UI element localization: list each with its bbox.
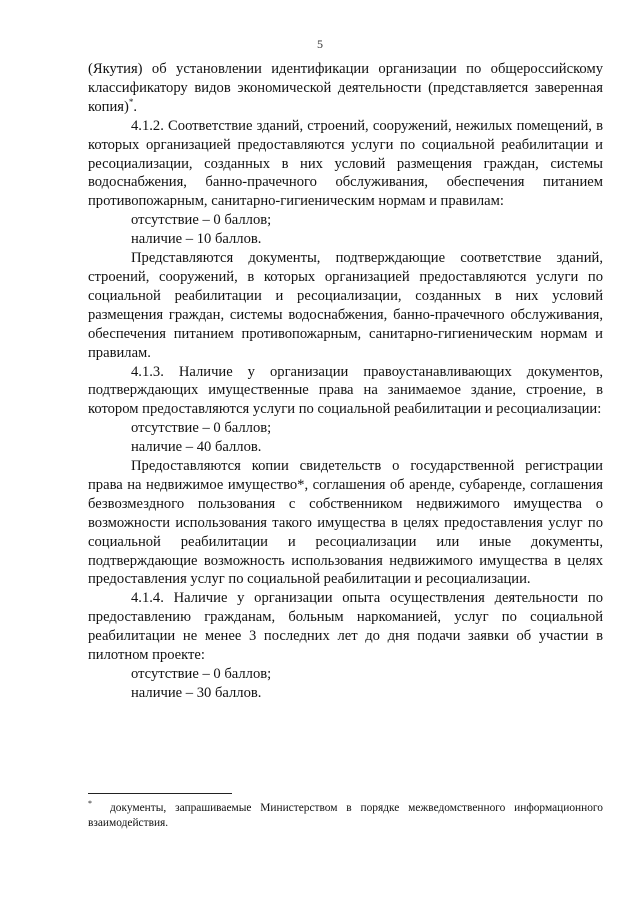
criterion-4-1-2: 4.1.2. Соответствие зданий, строений, сооружений, нежилых помещений, в которых организацией предоставляются услуги по социальной реабилитации и ресоциализации, созданных в них условий размещения граждан, системы водоснабжения, банно-прачечного обслуживания, обеспечения питанием противопожарным, санитарно-гигиеническим нормам и правилам:: [88, 117, 603, 210]
paragraph-text: (Якутия) об установлении идентификации организации по общероссийскому классификатору видов экономической деятельности (представляется заверенная копия): [88, 61, 603, 115]
document-body: [88, 60, 603, 703]
page-number: 5: [317, 37, 323, 51]
score-option-present: наличие – 10 баллов.: [131, 231, 262, 248]
score-option-absent: отсутствие – 0 баллов;: [131, 666, 272, 682]
score-option-absent: отсутствие – 0 баллов;: [131, 420, 272, 437]
score-option-absent: отсутствие – 0 баллов;: [131, 212, 272, 229]
footnote-text: документы, запрашиваемые Министерством в порядке межведомственного информационного взаимодействия.: [88, 802, 603, 829]
score-option-present: наличие – 30 баллов.: [131, 684, 262, 701]
criterion-4-1-4: 4.1.4. Наличие у организации опыта осуществления деятельности по предоставлению гражданам, больным наркоманией, услуг по социальной реабилитации не менее 3 последних лет до дня подачи заявки об участии в пилотном проекте:: [88, 590, 603, 664]
documents-paragraph: Представляются документы, подтверждающие соответствие зданий, строений, сооружений, в которых организацией предоставляются услуги по социальной реабилитации и ресоциализации, созданных в них условий размещения граждан, системы водоснабжения, банно-прачечного обслуживания, обеспечения питанием противопожарным, санитарно-гигиеническим нормам и правилам.: [88, 250, 603, 361]
paragraph-continuation: [88, 60, 603, 117]
paragraph-end: .: [133, 98, 137, 115]
score-option-present: наличие – 40 баллов.: [131, 439, 262, 456]
documents-paragraph: Предоставляются копии свидетельств о государственной регистрации права на недвижимое имущество*, соглашения об аренде, субаренде, соглашения безвозмездного пользования с собственником недвижимого имущества о возможности использования такого имущества в целях предоставления услуг по социальной реабилитации и ресоциализации или иные документы, подтверждающие возможность использования недвижимого имущества в целях предоставления услуг по социальной реабилитации и ресоциализации.: [88, 458, 603, 588]
footnote-reference: *: [128, 96, 134, 107]
criterion-4-1-3: 4.1.3. Наличие у организации правоустанавливающих документов, подтверждающих имущественные права на занимаемое здание, строение, в котором предоставляются услуги по социальной реабилитации и ресоциализации:: [88, 363, 603, 418]
footnote: * документы, запрашиваемые Министерством в порядке межведомственного информационного взаимодействия.: [88, 799, 603, 829]
footnote-separator: [88, 793, 232, 794]
